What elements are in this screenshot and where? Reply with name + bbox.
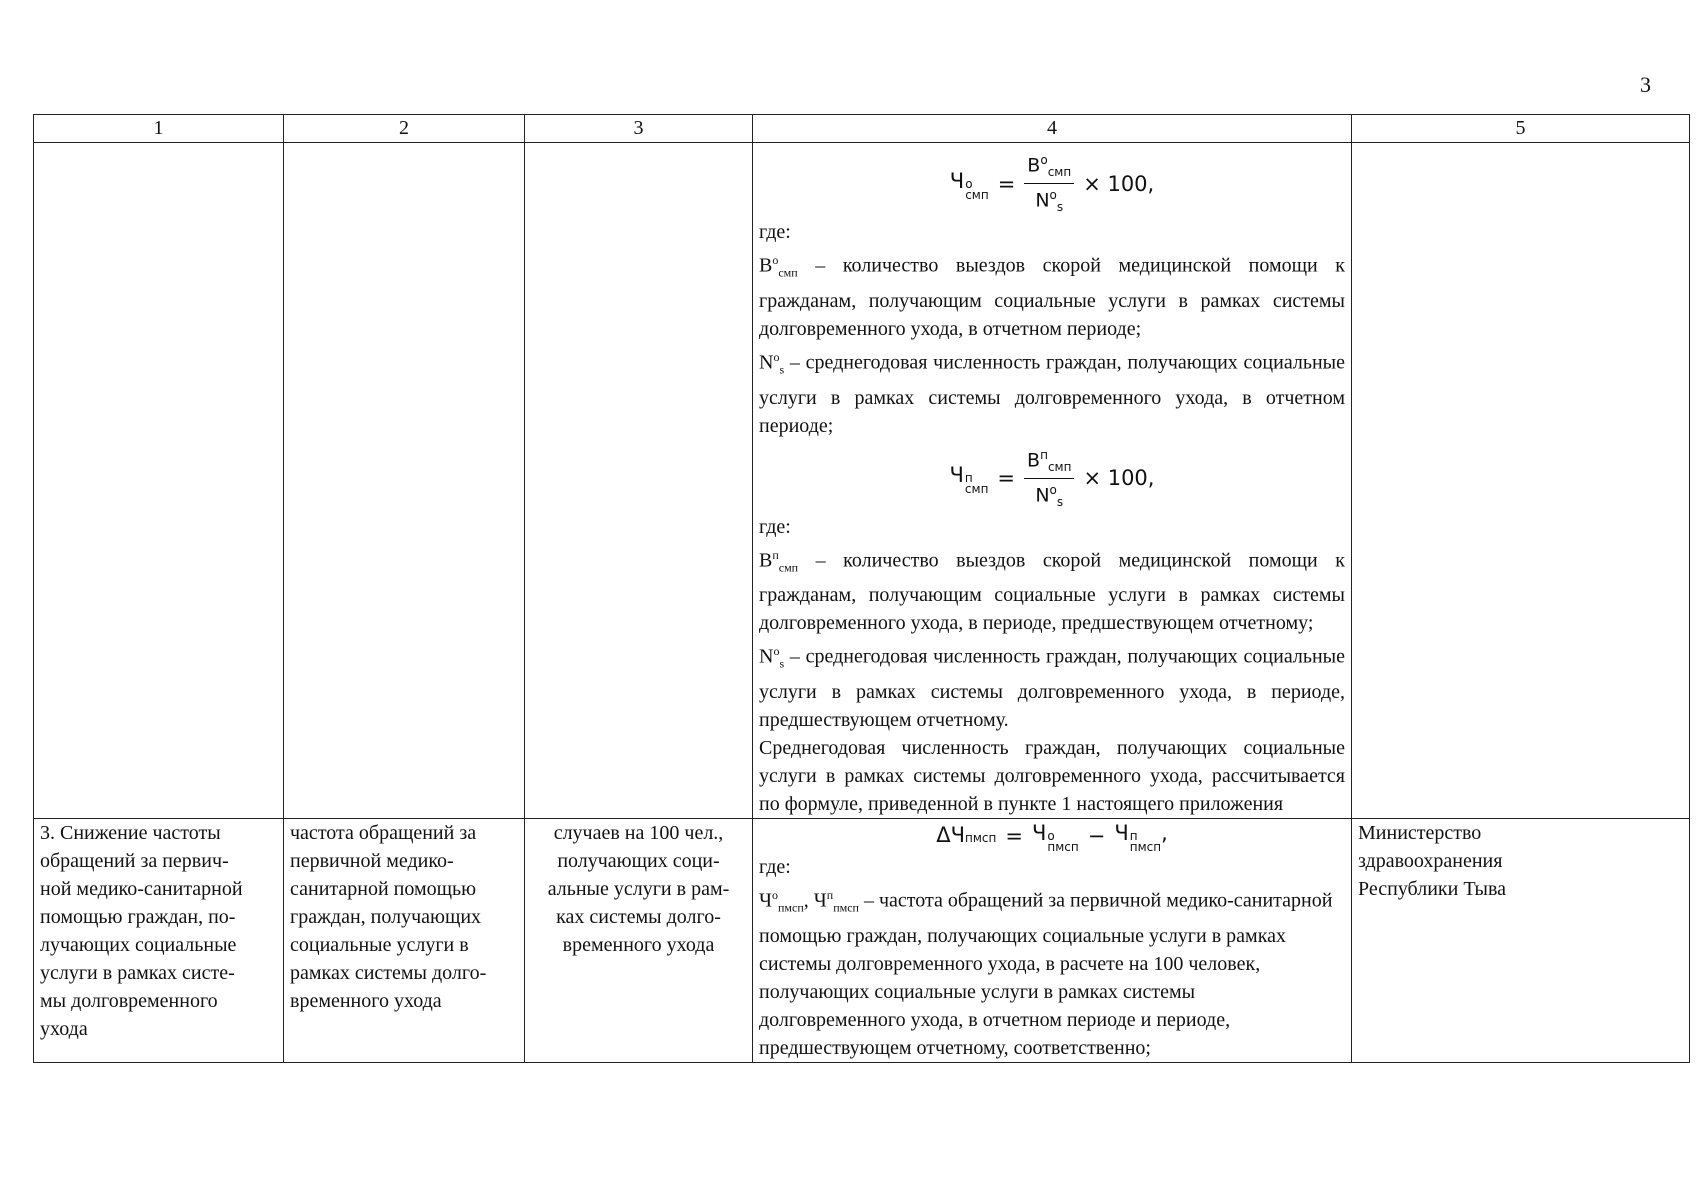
table-row-indicator-3 [34,819,1690,1063]
responsible-body-cell: Министерство здравоохранения Республики Тыва [1352,819,1690,1063]
note-text: Среднегодовая численность граждан, получающих социальные услуги в рамках системы долговременного ухода, рассчитывается по формуле, приведенной в пункте 1 настоящего приложения [759,737,1345,816]
page-number: 3 [1640,72,1651,97]
header-col-5: 5 [1352,115,1690,143]
indicator-name-cell: 3. Снижение частоты обращений за первич- ной медико-санитарной помощью граждан, по- лучающих социальные услуги в рамках систе- мы долговременного ухода [34,819,284,1063]
where-label: где: [759,221,791,244]
header-col-4: 4 [753,115,1352,143]
where-label: где: [759,515,791,538]
where-label: где: [759,856,791,879]
header-col-2: 2 [284,115,525,143]
method-cell [753,819,1352,1063]
indicator-table [33,114,1690,1063]
cell-empty [284,143,525,819]
cell-empty [34,143,284,819]
formula-delta: ΔЧ пмсп = Ч о пмсп − Ч п пмсп , [936,821,1168,855]
indicator-definition-cell: частота обращений за первичной медико- санитарной помощью граждан, получающих социальные услуги в рамках системы долго- временного ухода [284,819,525,1063]
table-row-continuation [34,143,1690,819]
definition-text: $В^о_{смп}$ – количество выездов скорой медицинской помощи к гражданам, получающим социальные услуги в рамках системы долговременного ухода, в отчетном периоде; [759,253,1345,340]
header-row [34,115,1690,143]
formula-previous: Ч п смп = $\frac{В^п_{смп}}{N^о_s}$ × 100, [759,444,1345,513]
definition-text: $N^о_s$ – среднегодовая численность граждан, получающих социальные услуги в рамках системы долговременного ухода, в отчетном периоде; [759,349,1345,437]
cell-empty [1352,143,1690,819]
definition-text: $N^о_s$ – среднегодовая численность граждан, получающих социальные услуги в рамках системы долговременного ухода, в периоде, предшествующем отчетному. [759,644,1345,732]
unit-cell: случаев на 100 чел., получающих соци- альные услуги в рам- ках системы долго- временного ухода [525,819,753,1063]
method-cell [753,143,1352,819]
formula-reporting: Ч о смп = $\frac{В^о_{смп}}{N^о_s}$ × 100, [759,149,1345,218]
definition-text: $Ч^о_{пмсп}$, $Ч^п_{пмсп}$ – частота обращений за первичной медико-санитарной помощью граждан, получающих социальные услуги в рамках системы долговременного ухода, в расчете на 100 человек, получающих социальные услуги в рамках системы долговременного ухода, в отчетном периоде и периоде, предшествующем отчетному, соответственно; [759,888,1333,1059]
header-col-1: 1 [34,115,284,143]
header-col-3: 3 [525,115,753,143]
cell-empty [525,143,753,819]
definition-text: $В^п_{смп}$ – количество выездов скорой медицинской помощи к гражданам, получающим социальные услуги в рамках системы долговременного ухода, в периоде, предшествующем отчетному; [759,547,1345,635]
